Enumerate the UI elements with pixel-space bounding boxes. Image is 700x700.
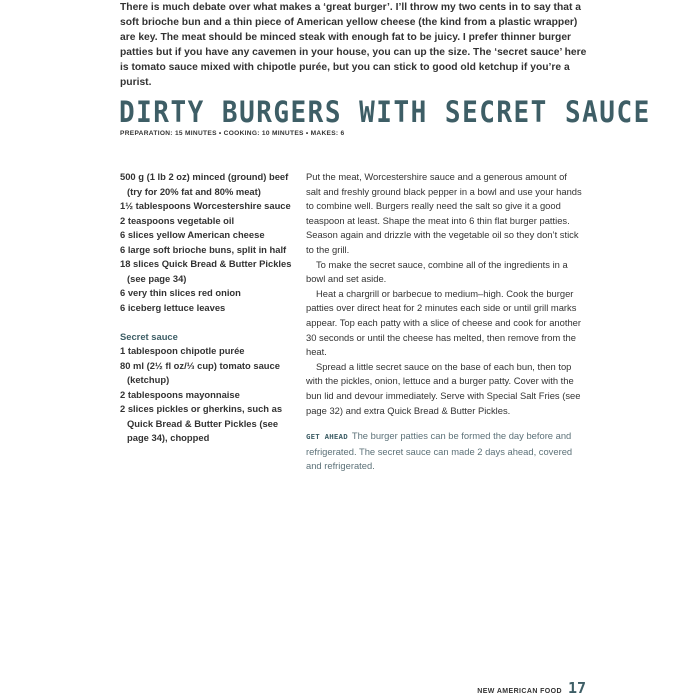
recipe-meta: PREPARATION: 15 MINUTES • COOKING: 10 MINUTES • MAKES: 6 — [120, 130, 345, 137]
footer-book-title: NEW AMERICAN FOOD — [477, 688, 562, 695]
get-ahead-label: GET AHEAD — [306, 432, 348, 442]
get-ahead-note — [306, 429, 582, 474]
ingredient-item: 6 large soft brioche buns, split in half — [120, 243, 287, 255]
sauce-ingredient-item: 2 slices pickles or gherkins, such as Quick Bread & Butter Pickles (see page 34), chopped — [120, 403, 283, 443]
method-step: Heat a chargrill or barbecue to medium–high. Cook the burger patties over direct heat for 2 minutes each side or until grill marks appear. Top each patty with a slice of cheese and cook for another 30 seconds or until the cheese has melted, then remove from the heat. — [306, 287, 582, 358]
recipe-title: DIRTY BURGERS WITH SECRET SAUCE — [119, 96, 651, 130]
sauce-ingredient-item: 1 tablespoon chipotle purée — [120, 345, 245, 356]
ingredient-item: 6 iceberg lettuce leaves — [120, 301, 226, 313]
method-column — [306, 170, 582, 474]
page-number: 17 — [567, 679, 586, 697]
ingredient-item: 500 g (1 lb 2 oz) minced (ground) beef (try for 20% fat and 80% meat) — [120, 171, 289, 197]
ingredient-item: 2 teaspoons vegetable oil — [120, 214, 235, 226]
secret-sauce-heading: Secret sauce — [120, 330, 178, 342]
ingredient-item: 1½ tablespoons Worcestershire sauce — [120, 200, 291, 211]
method-step: To make the secret sauce, combine all of the ingredients in a bowl and set aside. — [306, 258, 568, 285]
ingredients-column — [120, 170, 300, 446]
sauce-ingredient-item: 80 ml (2½ fl oz/⅓ cup) tomato sauce (ketchup) — [120, 359, 280, 385]
sauce-ingredient-item: 2 tablespoons mayonnaise — [120, 388, 240, 400]
get-ahead-text: The burger patties can be formed the day before and refrigerated. The secret sauce can made 2 days ahead, covered and refrigerated. — [306, 430, 573, 472]
method-step: Spread a little secret sauce on the base of each bun, then top with the pickles, onion, lettuce and a burger patty. Cover with the bun lid and devour immediately. Serve with Special Salt Fries (see page 32) and extra Quick Bread & Butter Pickles. — [306, 360, 581, 416]
method-step: Put the meat, Worcestershire sauce and a generous amount of salt and freshly ground black pepper in a bowl and use your hands to combine well. Burgers really need the salt so give it a good teaspoon at least. Shape the meat into 6 thin flat burger patties. Season again and drizzle with the vegetable oil so they don’t stick to the grill. — [306, 171, 582, 255]
ingredient-item: 6 slices yellow American cheese — [120, 229, 265, 240]
ingredient-item: 18 slices Quick Bread & Butter Pickles (see page 34) — [120, 258, 292, 284]
ingredient-item: 6 very thin slices red onion — [120, 287, 241, 298]
page-footer — [477, 679, 586, 697]
sauce-ingredient-list — [120, 344, 300, 446]
intro-paragraph: There is much debate over what makes a ‘great burger’. I’ll throw my two cents in to say that a soft brioche bun and a thin piece of American yellow cheese (the kind from a plastic wrapper) are key. The meat should be minced steak with enough fat to be juicy. I prefer thinner burger patties but if you have any cavemen in your house, you can up the size. The ‘secret sauce’ here is tomato sauce mixed with chipotle purée, but you can stick to good old ketchup if you’re a purist. — [120, 2, 587, 88]
ingredient-list — [120, 170, 300, 315]
